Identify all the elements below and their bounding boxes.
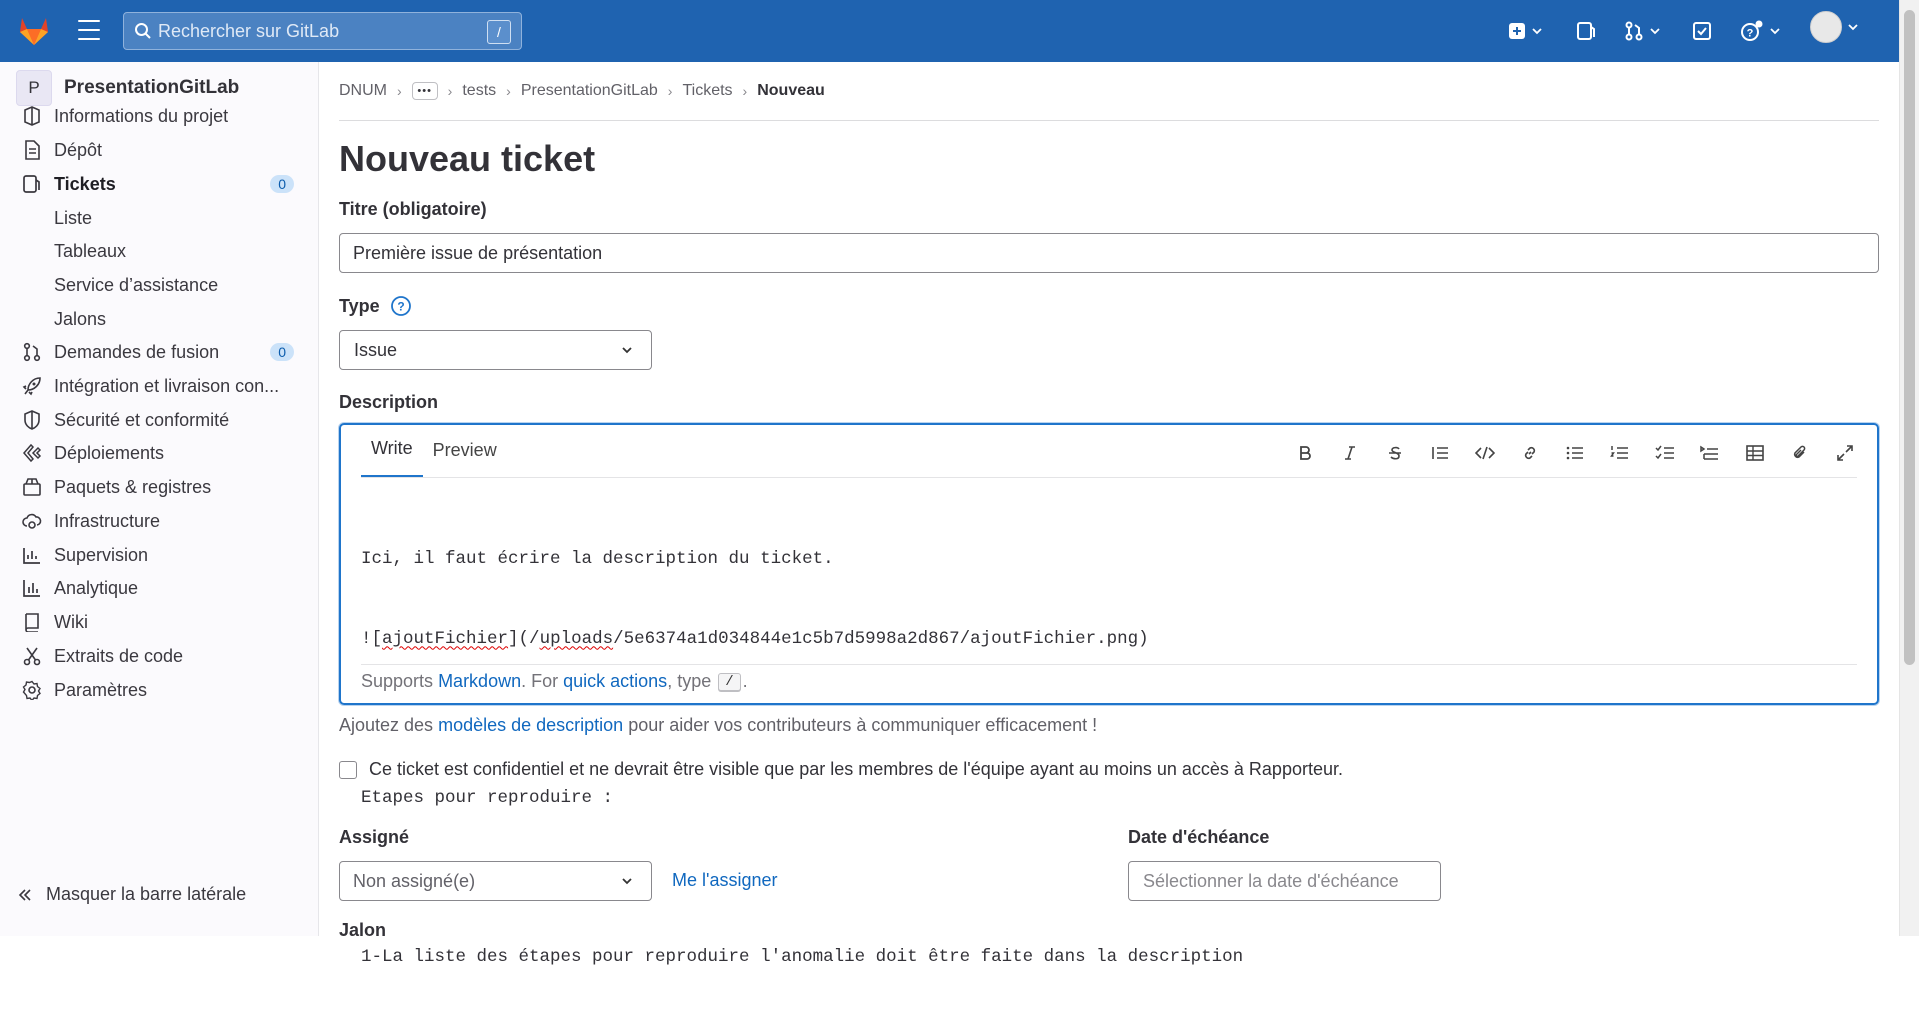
help-icon[interactable] [390, 295, 412, 317]
sidebar-item-tickets[interactable] [0, 166, 318, 202]
italic-button[interactable] [1338, 441, 1362, 465]
sidebar-item-label: Demandes de fusion [54, 341, 220, 362]
bold-button[interactable] [1293, 441, 1317, 465]
breadcrumb-current: Nouveau [757, 82, 825, 99]
sidebar-item-label: Service d’assistance [54, 274, 219, 295]
project-icon [22, 106, 42, 126]
description-line: Ici, il faut écrire la description du ticket. [361, 549, 834, 569]
tab-write[interactable]: Write [361, 438, 423, 477]
for-text: . For [521, 671, 559, 691]
sidebar-item-depot[interactable] [0, 132, 318, 168]
search-input[interactable] [123, 12, 522, 50]
italic-icon [1341, 444, 1359, 462]
sidebar-item-label: Déploiements [54, 442, 165, 463]
description-line-image-link: ![ajoutFichier](/uploads/5e6374a1d034844e1c5b7d5998a2d867/ajoutFichier.png) [361, 628, 1149, 649]
tab-preview[interactable]: Preview [432, 440, 497, 460]
sidebar-item-label: Infrastructure [54, 510, 161, 531]
sidebar-item-label: Sécurité et conformité [54, 409, 230, 430]
breadcrumb-separator: › [447, 83, 453, 99]
svg-text:?: ? [1746, 27, 1754, 40]
breadcrumb-project[interactable]: PresentationGitLab [520, 82, 658, 99]
link-button[interactable] [1518, 441, 1542, 465]
code-icon [1475, 444, 1495, 462]
paperclip-icon [1791, 444, 1809, 462]
sidebar-item-tableaux[interactable] [0, 233, 318, 269]
strikethrough-button[interactable] [1383, 441, 1407, 465]
quick-actions-link[interactable]: quick actions [563, 671, 668, 691]
breadcrumb-tickets[interactable]: Tickets [682, 82, 733, 99]
details-block-icon [1700, 444, 1720, 462]
title-input[interactable] [339, 233, 1879, 273]
shield-icon [22, 410, 42, 430]
due-date-field-label: Date d'échéance [1128, 827, 1270, 847]
description-field-label: Description [339, 392, 439, 412]
chevron-down-icon [1848, 23, 1858, 31]
confidential-checkbox[interactable] [339, 761, 357, 779]
count-badge: 0 [270, 175, 294, 193]
sidebar-item-liste[interactable] [0, 200, 318, 236]
sidebar-item-label: Intégration et livraison con... [54, 375, 280, 396]
description-line: Etapes pour reproduire : [361, 787, 614, 808]
gear-icon [22, 680, 42, 700]
table-icon [1745, 444, 1765, 462]
slash-key: / [718, 673, 740, 691]
table-button[interactable] [1743, 441, 1767, 465]
type-select[interactable] [339, 330, 652, 370]
markdown-link[interactable]: Markdown [438, 671, 522, 691]
assignee-select-value: Non assigné(e) [353, 870, 476, 891]
sidebar-item-label: Paquets & registres [54, 476, 212, 497]
code-button[interactable] [1473, 441, 1497, 465]
top-navigation-bar [0, 0, 1900, 62]
todo-icon [1692, 21, 1712, 41]
quote-button[interactable] [1428, 441, 1452, 465]
bullet-list-icon [1565, 444, 1585, 462]
count-badge: 0 [270, 343, 294, 361]
supports-text: Supports [361, 671, 434, 691]
task-list-button[interactable] [1653, 441, 1677, 465]
cloud-icon [22, 511, 42, 531]
sidebar-item-label: Dépôt [54, 139, 103, 160]
numbered-list-icon [1610, 444, 1630, 462]
task-list-icon [1655, 444, 1675, 462]
rocket-icon [22, 376, 42, 396]
sidebar-item-paquets-registres[interactable] [0, 469, 318, 505]
sidebar-item-deploiements[interactable] [0, 435, 318, 471]
type-select-value: Issue [354, 339, 398, 360]
title-field-label: Titre (obligatoire) [339, 199, 487, 219]
assignee-select[interactable] [339, 861, 652, 901]
type-text: , type [667, 671, 712, 691]
quote-icon [1430, 444, 1450, 462]
type-field-label [339, 295, 412, 317]
strikethrough-icon [1386, 444, 1404, 462]
issues-icon [22, 174, 42, 194]
fullscreen-button[interactable] [1833, 441, 1857, 465]
sidebar-item-label: Paramètres [54, 679, 148, 700]
divider [339, 120, 1879, 121]
breadcrumb-tests[interactable]: tests [462, 82, 497, 99]
sidebar-item-label: Jalons [54, 308, 107, 329]
breadcrumb-separator: › [506, 83, 511, 99]
confidential-checkbox-row [339, 759, 1343, 780]
end-text: . [742, 671, 748, 691]
type-label-text: Type [339, 295, 380, 316]
sidebar-item-supervision[interactable] [0, 537, 318, 573]
repository-icon [22, 140, 42, 160]
search-placeholder: Rechercher sur GitLab [158, 20, 340, 41]
due-date-placeholder: Sélectionner la date d'échéance [1143, 870, 1399, 891]
chart-icon [22, 578, 42, 598]
sidebar-item-infrastructure[interactable] [0, 503, 318, 539]
sidebar [0, 62, 319, 936]
book-icon [22, 612, 42, 632]
chevron-down-icon [1532, 27, 1542, 35]
project-avatar: P [16, 70, 52, 106]
breadcrumb [339, 82, 825, 100]
sidebar-item-informations-du-projet[interactable] [0, 98, 318, 134]
project-name: PresentationGitLab [64, 77, 240, 98]
search-icon [134, 22, 152, 40]
help-icon [1740, 20, 1764, 42]
collapse-sidebar-button[interactable] [18, 884, 246, 905]
breadcrumb-dnum[interactable]: DNUM [339, 82, 387, 99]
scrollbar-thumb[interactable] [1904, 10, 1915, 665]
chevron-down-icon [621, 876, 633, 886]
merge-request-icon [1624, 21, 1644, 41]
breadcrumb-more-button[interactable]: ••• [412, 82, 438, 100]
breadcrumb-separator: › [397, 83, 402, 99]
package-icon [22, 477, 42, 497]
deployments-icon [22, 443, 42, 463]
assignee-field-label: Assigné [339, 827, 410, 847]
avatar [1810, 11, 1842, 43]
milestone-field-label: Jalon [339, 920, 387, 940]
sidebar-item-label: Extraits de code [54, 645, 184, 666]
breadcrumb-separator: › [667, 83, 673, 99]
sidebar-item-service-d-assistance[interactable] [0, 267, 318, 303]
hint-suffix: pour aider vos contributeurs à communiquer efficacement ! [628, 715, 1098, 735]
snippet-icon [22, 646, 42, 666]
sidebar-item-label: Liste [54, 207, 93, 228]
sidebar-item-analytique[interactable] [0, 570, 318, 606]
sidebar-item-parametres[interactable] [0, 672, 318, 708]
sidebar-item-jalons[interactable] [0, 301, 318, 337]
collapse-sidebar-label: Masquer la barre latérale [46, 884, 247, 904]
hint-prefix: Ajoutez des [339, 715, 434, 735]
sidebar-item-securite-et-conformite[interactable] [0, 402, 318, 438]
plus-icon [1508, 22, 1526, 40]
sidebar-item-label: Tickets [54, 173, 116, 194]
user-menu-dropdown[interactable] [1810, 15, 1858, 39]
sidebar-item-label: Informations du projet [54, 105, 229, 126]
search-shortcut-key: / [487, 20, 511, 44]
editor-tabs [361, 425, 507, 477]
bold-icon [1296, 444, 1314, 462]
breadcrumb-separator: › [742, 83, 748, 99]
numbered-list-button[interactable] [1608, 441, 1632, 465]
sidebar-item-label: Tableaux [54, 240, 127, 261]
page-scrollbar[interactable] [1899, 0, 1919, 936]
sidebar-item-extraits-de-code[interactable] [0, 638, 318, 674]
title-input-value: Première issue de présentation [353, 242, 603, 263]
assign-to-me-link[interactable]: Me l'assigner [672, 870, 778, 890]
bullet-list-button[interactable] [1563, 441, 1587, 465]
page-title: Nouveau ticket [339, 138, 596, 179]
sidebar-item-wiki[interactable] [0, 604, 318, 640]
merge-request-icon [22, 342, 42, 362]
issues-icon [1576, 21, 1596, 41]
confidential-label: Ce ticket est confidentiel et ne devrait être visible que par les membres de l'équipe ayant au moins un accès à Rapporteur. [369, 759, 1343, 779]
chevron-down-icon [1650, 27, 1660, 35]
merge-requests-dropdown[interactable] [1624, 19, 1660, 43]
description-line: 1-La liste des étapes pour reproduire l'anomalie doit être faite dans la description [361, 946, 1244, 967]
double-chevron-left-icon [18, 888, 32, 902]
sidebar-item-label: Analytique [54, 577, 139, 598]
chevron-down-icon [1770, 27, 1780, 35]
menu-icon[interactable] [78, 20, 100, 40]
sidebar-item-label: Supervision [54, 544, 149, 565]
expand-icon [1836, 444, 1854, 462]
chevron-down-icon [621, 345, 633, 355]
todo-button[interactable] [1692, 19, 1712, 43]
issues-button[interactable] [1576, 19, 1596, 43]
help-dropdown[interactable] [1740, 19, 1780, 43]
editor-toolbar [1293, 441, 1857, 465]
due-date-input[interactable] [1128, 861, 1441, 901]
editor-divider [361, 477, 1857, 478]
markdown-help-text [361, 671, 748, 692]
description-templates-link[interactable]: modèles de description [438, 715, 624, 735]
new-item-dropdown[interactable] [1508, 19, 1542, 43]
attach-file-button[interactable] [1788, 441, 1812, 465]
gitlab-logo[interactable] [16, 12, 52, 48]
sidebar-item-label: Wiki [54, 611, 88, 632]
editor-divider [361, 664, 1857, 665]
sidebar-item-demandes-de-fusion[interactable] [0, 334, 318, 370]
link-icon [1521, 444, 1539, 462]
svg-text:?: ? [397, 299, 405, 314]
description-templates-hint [339, 715, 1097, 736]
sidebar-item-integration-et-livraison-con[interactable] [0, 368, 318, 404]
monitor-icon [22, 545, 42, 565]
collapsible-section-button[interactable] [1698, 441, 1722, 465]
